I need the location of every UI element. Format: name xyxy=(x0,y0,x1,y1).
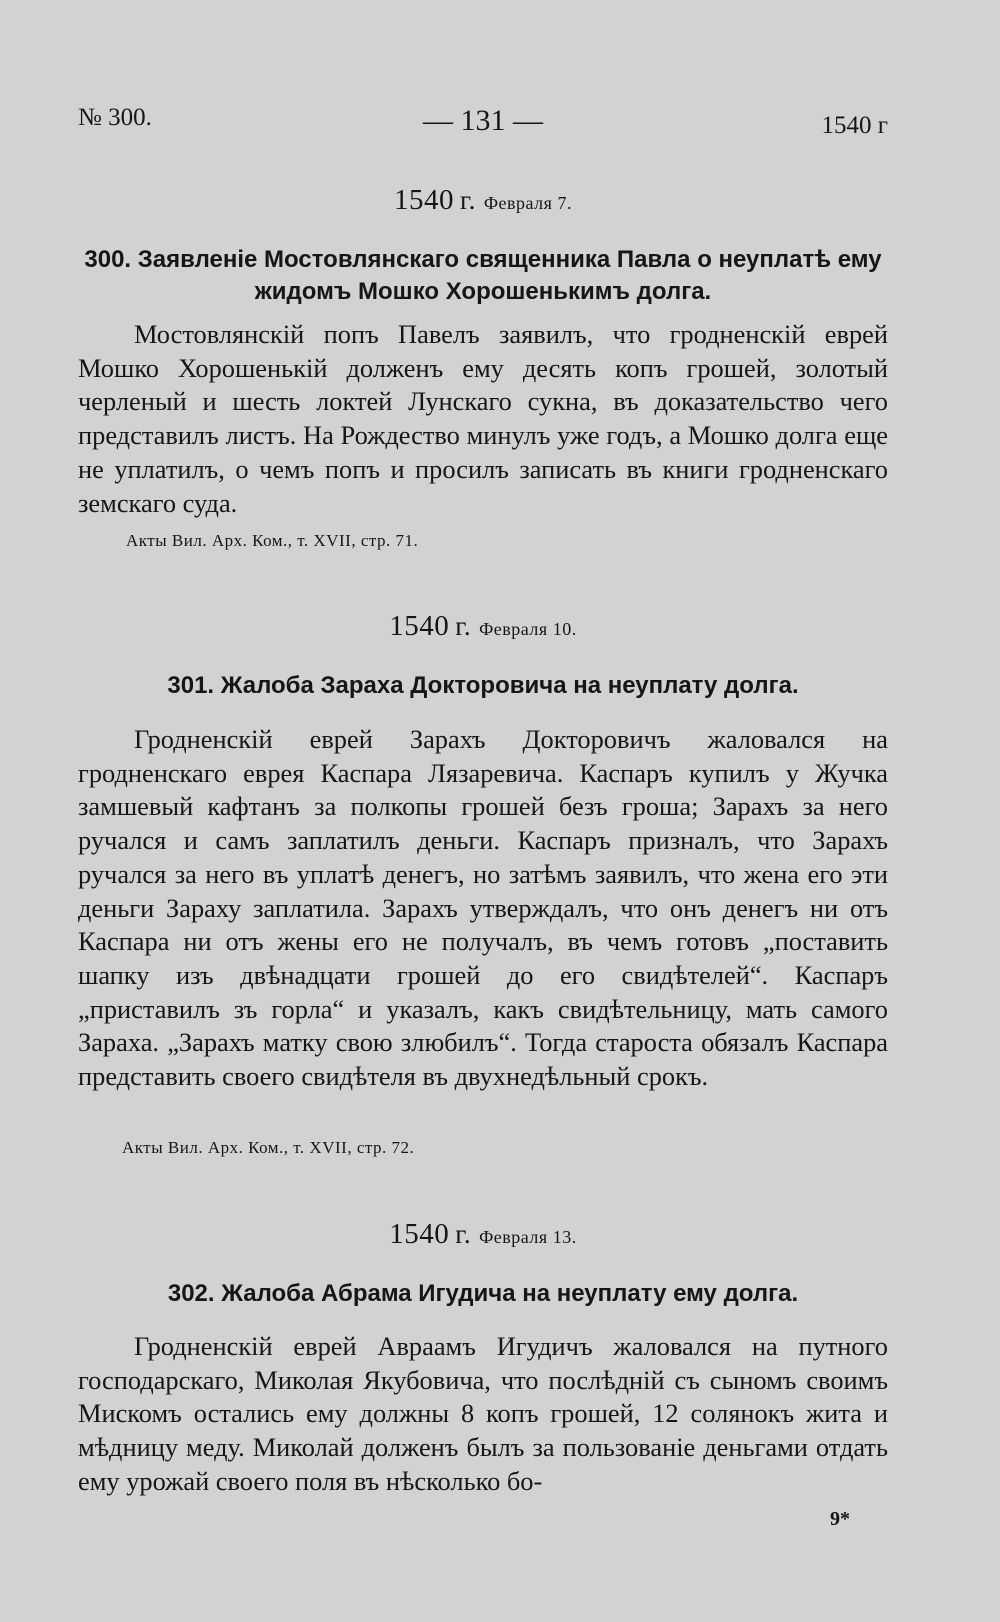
date-g: г. xyxy=(455,1219,472,1249)
entry-date xyxy=(78,1218,888,1251)
entry-title: 302. Жалоба Абрама Игудича на неуплату ему долга. xyxy=(167,1280,799,1307)
entry-body: Гродненскій еврей Зарахъ Докторовичъ жаловался на гродненскаго еврея Каспара Лязаревича. Каспаръ купилъ у Жучка замшевый кафтанъ за полкопы грошей безъ гроша; Зарахъ за него ручался и самъ заплатилъ деньги. Каспаръ призналъ, что Зарахъ ручался за него въ уплатѣ денегъ, но затѣмъ заявилъ, что жена его эти деньги Зараху заплатила. Зарахъ утверждалъ, что онъ денегъ ни отъ Каспара ни отъ жены его не получалъ, въ чемъ готовъ „поставить шапку изъ двѣнадцати грошей до его свидѣтелей“. Каспаръ „приставилъ зъ горла“ и указалъ, какъ свидѣтельницу, мать самого Зараха. „Зарахъ матку свою злюбилъ“. Тогда староста обязалъ Каспара представить своего свидѣтеля въ двухнедѣльный срокъ. xyxy=(78,724,888,1092)
date-year: 1540 xyxy=(389,610,450,642)
entry-body: Гродненскій еврей Авраамъ Игудичъ жаловался на путного господарскаго, Миколая Якубовича, что послѣдній съ сыномъ своимъ Мискомъ остались ему должны 8 копъ грошей, 12 солянокъ жита и мѣдницу меду. Миколай долженъ былъ за пользованіе деньгами отдать ему урожай своего поля въ нѣсколько бо- xyxy=(78,1331,888,1496)
entry-date xyxy=(78,610,888,643)
date-month: Февраля 10. xyxy=(479,619,577,639)
document-number: № 300. xyxy=(78,104,152,131)
signature-mark: 9* xyxy=(830,1508,850,1530)
entry-title: 301. Жалоба Зараха Докторовича на неуплату долга. xyxy=(167,672,799,699)
page xyxy=(78,0,888,1622)
date-year: 1540 xyxy=(394,184,455,216)
entry-date xyxy=(78,184,888,217)
date-g: г. xyxy=(455,611,472,641)
date-month: Февраля 13. xyxy=(479,1227,577,1247)
date-year: 1540 xyxy=(389,1218,450,1250)
running-header xyxy=(78,104,888,144)
entry-title: 300. Заявленіе Мостовлянскаго священника Павла о неуплатѣ ему жидомъ Мошко Хорошенькимъ долга. xyxy=(84,246,882,305)
source-citation: Акты Вил. Арх. Ком., т. XVII, стр. 71. xyxy=(126,531,419,550)
entry-body: Мостовлянскій попъ Павелъ заявилъ, что гродненскій еврей Мошко Хорошенькій долженъ ему десять копъ грошей, золотый черленый и шесть локтей Лунскаго сукна, въ доказательство чего представилъ листъ. На Рождество минулъ уже годъ, а Мошко долга еще не уплатилъ, о чемъ попъ и просилъ записать въ книги гродненскаго земскаго суда. xyxy=(78,319,888,518)
page-number: — 131 — xyxy=(423,104,543,137)
date-g: г. xyxy=(460,185,476,215)
source-citation: Акты Вил. Арх. Ком., т. XVII, стр. 72. xyxy=(122,1138,415,1157)
header-year: 1540 г xyxy=(821,112,888,139)
date-month: Февраля 7. xyxy=(483,193,572,213)
